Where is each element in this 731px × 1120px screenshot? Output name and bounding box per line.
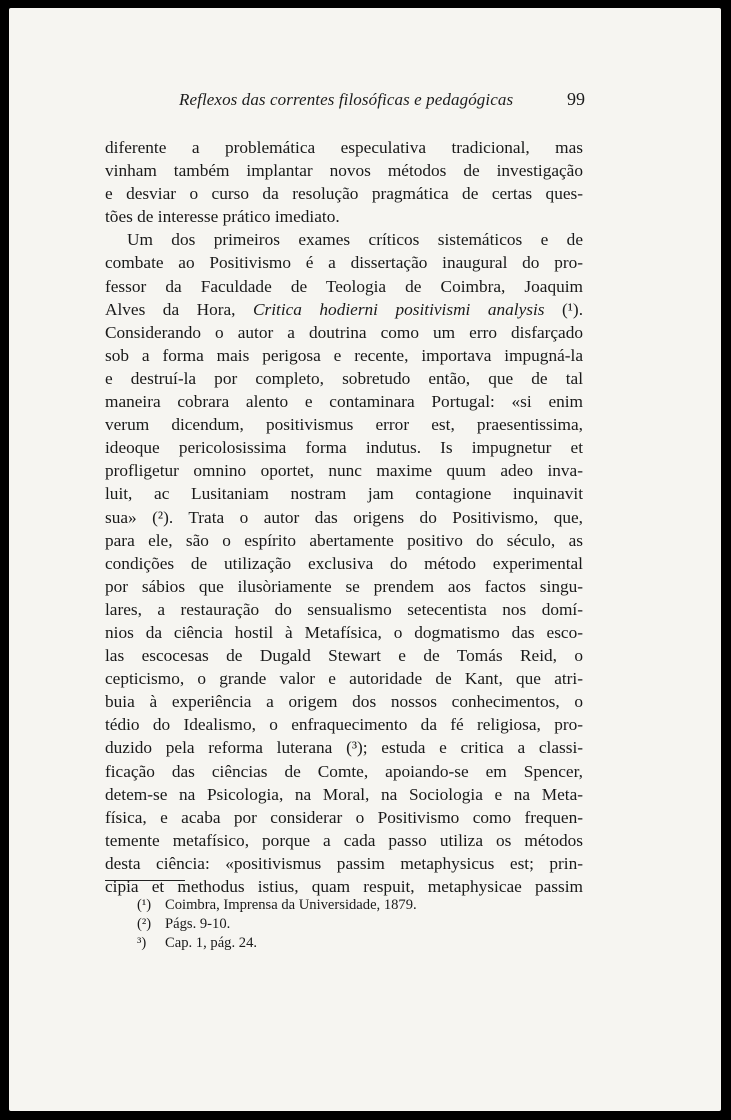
text-line: tões de interesse prático imediato. xyxy=(105,207,340,227)
footnote-text: Cap. 1, pág. 24. xyxy=(165,935,258,951)
text-line: temente metafísico, porque a cada passo utiliza os métodos xyxy=(105,830,583,850)
text-line: cepticismo, o grande valor e autoridade de Kant, que atri- xyxy=(105,669,583,689)
text-line: verum dicendum, positivismus error est, praesentissima, xyxy=(105,415,583,435)
text-line: desta ciência: «positivismus passim metaphysicus est; prin- xyxy=(105,853,583,873)
text-line: combate ao Positivismo é a dissertação inaugural do pro- xyxy=(105,253,583,273)
text-fragment: estuda e critica a classi- xyxy=(381,738,583,758)
text-line: para ele, são o espírito abertamente positivo do século, as xyxy=(105,530,583,550)
text-fragment: Alves da Hora, xyxy=(105,299,236,319)
footnote-text: Págs. 9-10. xyxy=(165,916,231,932)
footnote-mark: (¹) xyxy=(137,897,152,913)
text-line: maneira cobrara alento e contaminara Portugal: «si enim xyxy=(105,392,583,412)
text-line: e desviar o curso da resolução pragmática de certas ques- xyxy=(105,184,583,204)
text-line: física, e acaba por considerar o Positivismo como frequen- xyxy=(105,807,583,827)
text-line: cipia et methodus istius, quam respuit, metaphysicae passim xyxy=(105,877,583,896)
text-line xyxy=(105,506,583,529)
text-line: nios da ciência hostil à Metafísica, o dogmatismo das esco- xyxy=(105,622,583,642)
text-line: Um dos primeiros exames críticos sistemáticos e de xyxy=(127,230,583,250)
text-line: condições de utilização exclusiva do método experimental xyxy=(105,553,583,573)
footnote-mark: (²) xyxy=(137,916,152,932)
footnote-ref-2: (²). xyxy=(152,507,174,527)
footnote-3 xyxy=(137,934,577,953)
text-fragment: sua» xyxy=(105,507,137,527)
text-fragment: duzido pela reforma luterana xyxy=(105,738,333,758)
text-line: Considerando o autor a doutrina como um erro disfarçado xyxy=(105,322,583,342)
text-line: por sábios que ilusòriamente se prendem aos factos singu- xyxy=(105,576,583,596)
text-line: vinham também implantar novos métodos de investigação xyxy=(105,161,583,181)
text-line: fessor da Faculdade de Teologia de Coimbra, Joaquim xyxy=(105,276,583,296)
text-line: profligetur omnino oportet, nunc maxime quum adeo inva- xyxy=(105,461,583,481)
text-line: lares, a restauração do sensualismo setecentista nos domí- xyxy=(105,599,583,619)
text-line: sob a forma mais perigosa e recente, importava impugná-la xyxy=(105,345,583,365)
text-line xyxy=(105,736,583,759)
text-line: ficação das ciências de Comte, apoiando-se em Spencer, xyxy=(105,761,583,781)
book-page xyxy=(9,8,721,1111)
footnote-divider xyxy=(105,880,185,881)
footnote-mark: ³) xyxy=(137,935,147,951)
text-line: diferente a problemática especulativa tradicional, mas xyxy=(105,138,583,157)
text-line: buia à experiência a origem dos nossos conhecimentos, o xyxy=(105,692,583,712)
body-text xyxy=(105,136,583,898)
footnote-ref-3: (³); xyxy=(346,738,368,758)
footnote-text: Coimbra, Imprensa da Universidade, 1879. xyxy=(165,897,417,913)
text-line: las escocesas de Dugald Stewart e de Tomás Reid, o xyxy=(105,646,583,666)
text-line: e destruí-la por completo, sobretudo então, que de tal xyxy=(105,368,583,388)
text-line: luit, ac Lusitaniam nostram jam contagione inquinavit xyxy=(105,484,583,504)
footnote-2 xyxy=(137,915,577,934)
text-line xyxy=(105,298,583,321)
text-fragment: Trata o autor das origens do Positivismo, que, xyxy=(188,507,583,527)
footnote-ref-1: (¹). xyxy=(562,299,584,319)
text-line: ideoque pericolosissima forma indutus. Is impugnetur et xyxy=(105,438,583,458)
work-title: Critica hodierni positivismi analysis xyxy=(252,299,545,319)
running-header xyxy=(105,88,591,114)
footnotes xyxy=(137,896,577,953)
text-line: tédio do Idealismo, o enfraquecimento da fé religiosa, pro- xyxy=(105,715,583,735)
running-title: Reflexos das correntes filosóficas e pedagógicas xyxy=(179,90,514,109)
text-line: detem-se na Psicologia, na Moral, na Sociologia e na Meta- xyxy=(105,784,583,804)
page-number: 99 xyxy=(567,89,585,109)
footnote-1 xyxy=(137,896,577,915)
